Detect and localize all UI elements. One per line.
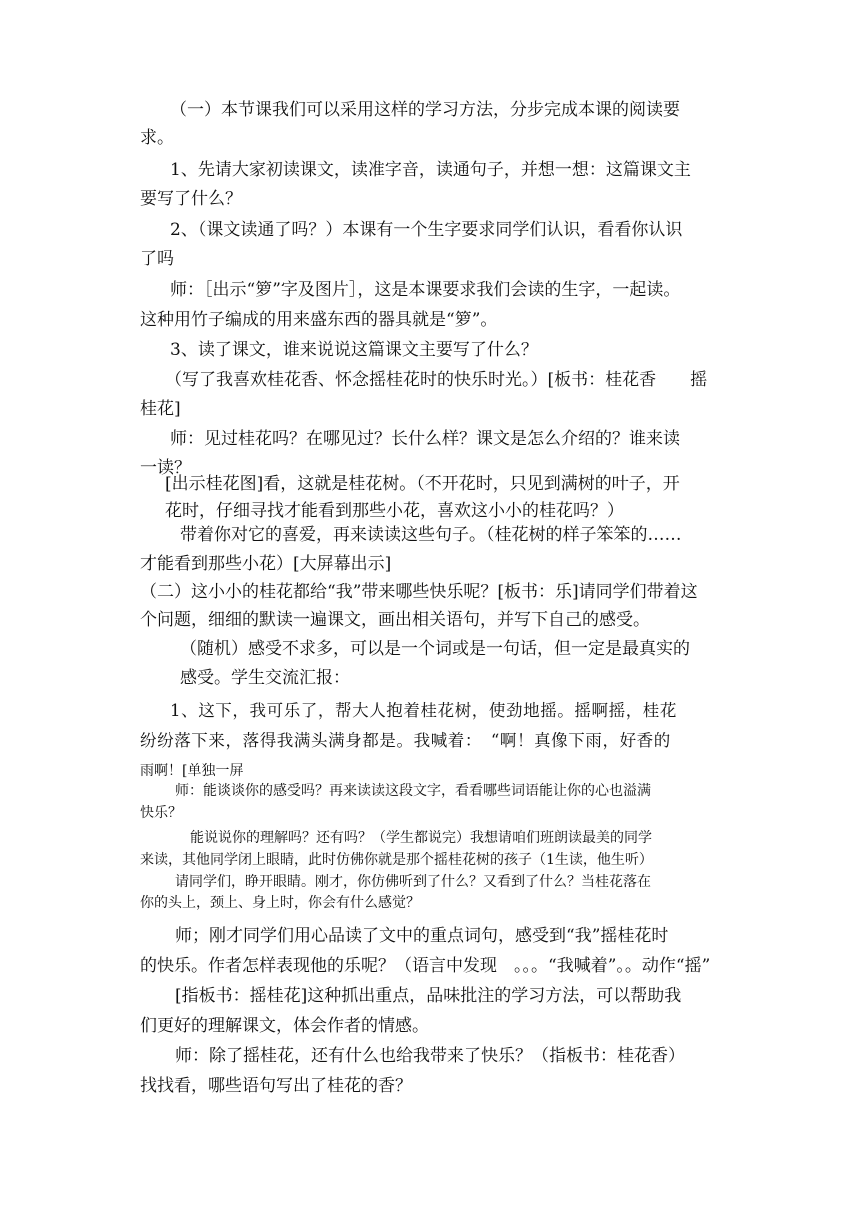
text-line: 一读？	[140, 458, 191, 478]
text-line: 2、（课文读通了吗？）本课有一个生字要求同学们认识，看看你认识	[170, 220, 683, 240]
text-line: （随机）感受不求多，可以是一个词或是一句话，但一定是最真实的	[180, 639, 690, 659]
text-line: 桂花]	[140, 399, 181, 419]
text-line: 们更好的理解课文，体会作者的情感。	[140, 1016, 429, 1036]
text-line: 找找看，哪些语句写出了桂花的香？	[140, 1076, 412, 1096]
text-line: 感受。学生交流汇报：	[180, 668, 350, 688]
text-line: 这种用竹子编成的用来盛东西的器具就是“箩”。	[140, 310, 498, 330]
text-line: 能说说你的理解吗？还有吗？（学生都说完）我想请咱们班朗读最美的同学	[190, 830, 652, 846]
text-line: [出示桂花图]看，这就是桂花树。（不开花时，只见到满树的叶子，开	[165, 474, 680, 494]
text-line: 3、读了课文，谁来说说这篇课文主要写了什么？	[170, 340, 538, 360]
text-line: 纷纷落下来，落得我满头满身都是。我喊着： “啊！真像下雨，好香的	[140, 731, 671, 750]
text-line: 个问题，细细的默读一遍课文，画出相关语句，并写下自己的感受。	[140, 610, 650, 630]
text-line: 雨啊！[单独一屏	[140, 763, 244, 779]
text-line: 快乐？	[140, 805, 182, 821]
text-line: 1、先请大家初读课文，读准字音，读通句子，并想一想：这篇课文主	[170, 160, 691, 180]
text-line: （一）本节课我们可以采用这样的学习方法，分步完成本课的阅读要	[170, 100, 680, 120]
text-line: 的快乐。作者怎样表现他的乐呢？（语言中发现 。。。“我喊着”。。动作“摇”	[140, 956, 711, 976]
text-line: 1、这下，我可乐了，帮大人抱着桂花树，使劲地摇。摇啊摇，桂花	[170, 701, 677, 720]
text-line: 请同学们，睁开眼睛。刚才，你仿佛听到了什么？又看到了什么？当桂花落在	[175, 874, 651, 890]
text-line: 才能看到那些小花）[大屏幕出示]	[140, 554, 392, 574]
text-line: 师：见过桂花吗？在哪见过？长什么样？课文是怎么介绍的？谁来读	[170, 429, 680, 449]
text-line: 要写了什么？	[140, 189, 242, 209]
text-line: 师：［出示“箩”字及图片］，这是本课要求我们会读的生字，一起读。	[170, 280, 681, 300]
text-line: 师：能谈谈你的感受吗？再来读读这段文字，看看哪些词语能让你的心也溢满	[175, 783, 651, 799]
text-line: 花时，仔细寻找才能看到那些小花，喜欢这小小的桂花吗？）	[165, 501, 624, 521]
text-line: 求。	[140, 128, 174, 148]
text-line: （二）这小小的桂花都给“我”带来哪些快乐呢？[板书：乐]请同学们带着这	[140, 582, 698, 602]
text-line: （写了我喜欢桂花香、怀念摇桂花时的快乐时光。）[板书：桂花香 摇	[165, 370, 708, 390]
text-line: 来读，其他同学闭上眼睛，此时仿佛你就是那个摇桂花树的孩子（1生读，他生听）	[140, 852, 653, 868]
text-line: 你的头上，颈上、身上时，你会有什么感觉？	[140, 895, 420, 911]
text-line: 带着你对它的喜爱，再来读读这些句子。（桂花树的样子笨笨的……	[180, 525, 682, 545]
text-line: 师：除了摇桂花，还有什么也给我带来了快乐？（指板书：桂花香）	[175, 1046, 685, 1066]
text-line: [指板书：摇桂花]这种抓出重点，品味批注的学习方法，可以帮助我	[175, 986, 682, 1006]
text-line: 师；刚才同学们用心品读了文中的重点词句，感受到“我”摇桂花时	[175, 926, 669, 946]
text-line: 了吗	[140, 249, 174, 269]
